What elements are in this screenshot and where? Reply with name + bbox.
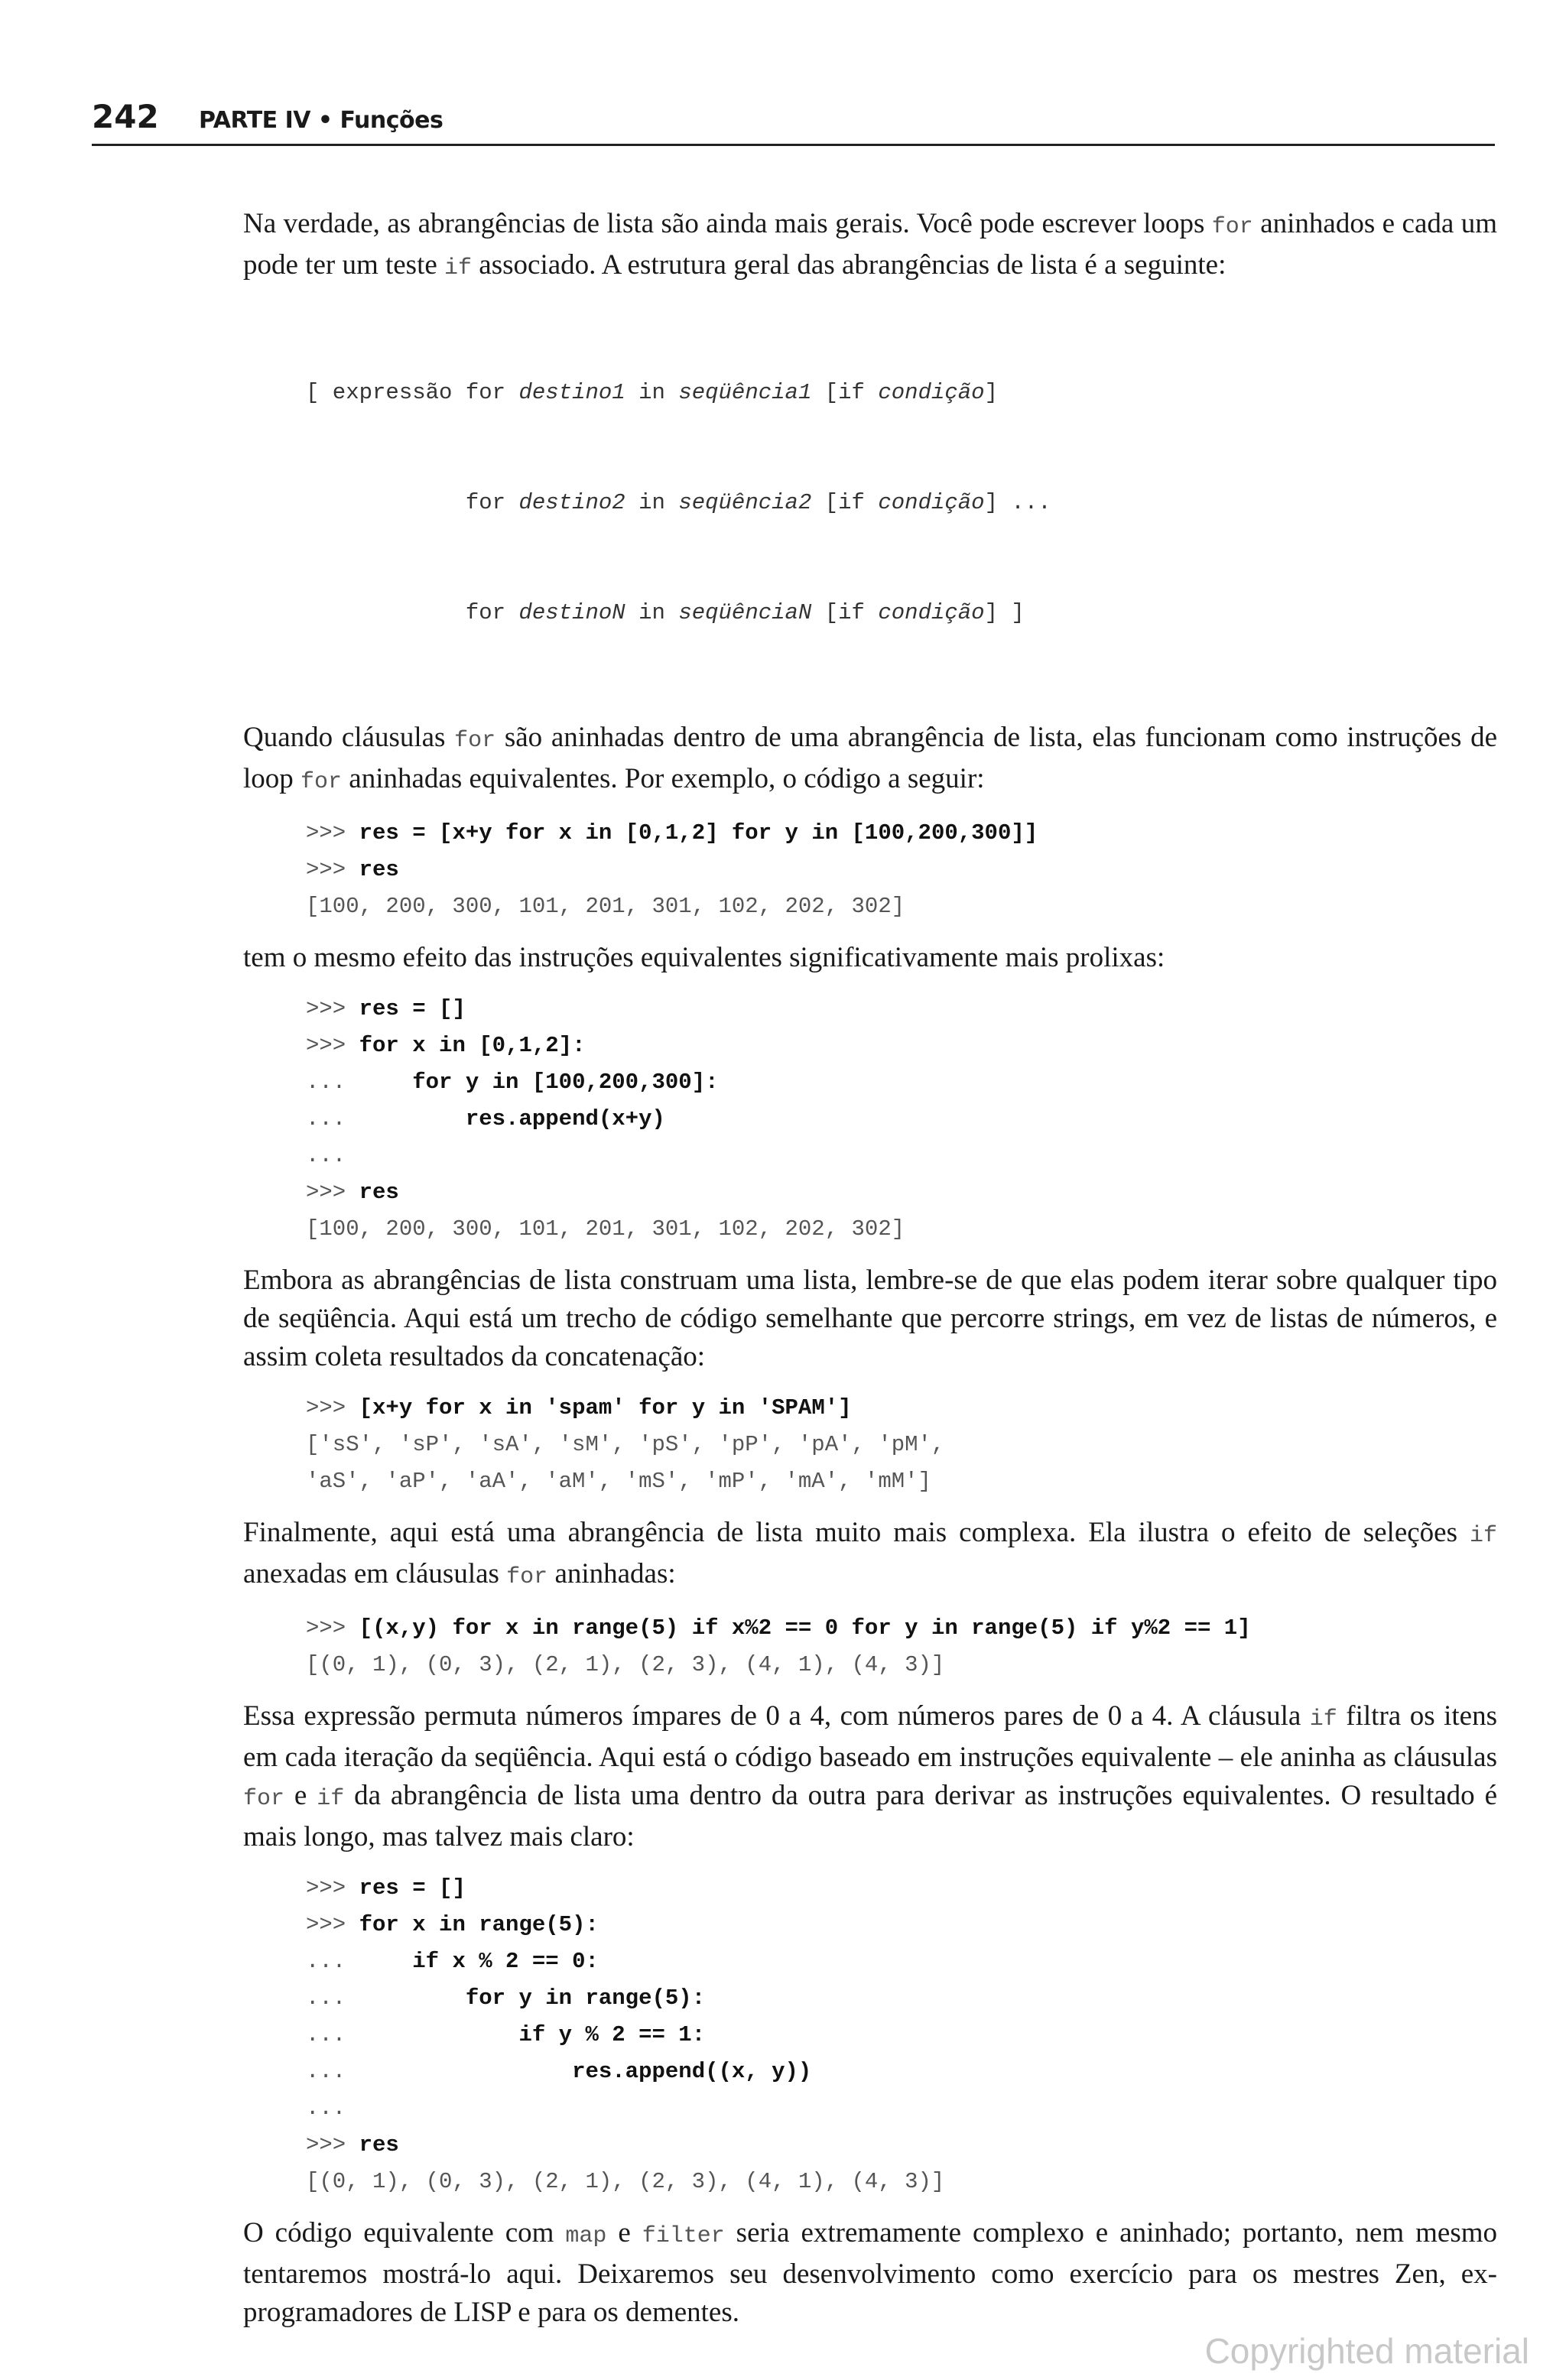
- code-line: [306, 1101, 1497, 1138]
- code-block-loops: [306, 991, 1497, 1248]
- code-block-comprehension: [306, 815, 1497, 925]
- code-line: [306, 1980, 1497, 2017]
- code-line: [306, 1390, 1497, 1427]
- code-line: [306, 852, 1497, 888]
- code-prompt: >>>: [306, 820, 359, 846]
- code-output: [100, 200, 300, 101, 201, 301, 102, 202, 302]: [306, 894, 905, 919]
- code-prompt: >>>: [306, 1615, 359, 1641]
- code-input: for x in [0,1,2]:: [359, 1033, 586, 1058]
- code-line: [306, 888, 1497, 925]
- code-block-range-filter: [306, 1610, 1497, 1684]
- page-body: [243, 205, 1497, 2332]
- code-prompt: ...: [306, 2096, 346, 2121]
- code-prompt: >>>: [306, 2132, 359, 2158]
- part-title: PARTE IV • Funções: [199, 107, 443, 134]
- code-input: for y in [100,200,300]:: [412, 1070, 719, 1095]
- code-input: res = []: [359, 996, 466, 1021]
- code-input: for y in range(5):: [465, 1985, 706, 2011]
- code-prompt: >>>: [306, 857, 359, 882]
- code-line: [306, 2090, 1497, 2127]
- code-prompt: >>>: [306, 1875, 359, 1901]
- code-line: [306, 1610, 1497, 1647]
- code-input: res: [359, 2132, 399, 2158]
- code-line: [306, 1870, 1497, 1907]
- code-prompt: ...: [306, 1106, 466, 1132]
- code-prompt: ...: [306, 1143, 346, 1168]
- code-prompt: ...: [306, 1949, 413, 1974]
- code-input: res: [359, 1180, 399, 1205]
- code-input: if y % 2 == 1:: [518, 2022, 706, 2047]
- code-input: [(x,y) for x in range(5) if x%2 == 0 for y in range(5) if y%2 == 1]: [359, 1615, 1251, 1641]
- code-input: [x+y for x in 'spam' for y in 'SPAM']: [359, 1395, 852, 1421]
- code-line: [306, 1647, 1497, 1684]
- code-prompt: ...: [306, 1985, 466, 2011]
- code-input: res = [x+y for x in [0,1,2] for y in [100,200,300]]: [359, 820, 1038, 846]
- code-block-nested-statements: [306, 1870, 1497, 2200]
- code-block-general-structure: [306, 301, 1497, 705]
- paragraph-2: Quando cláusulas for são aninhadas dentro de uma abrangência de lista, elas funcionam como instruções de loop for aninhadas equivalentes. Por exemplo, o código a seguir:: [243, 722, 1497, 795]
- code-input: res.append((x, y)): [572, 2059, 812, 2084]
- code-prompt: >>>: [306, 1180, 359, 1205]
- code-line: [306, 1028, 1497, 1064]
- code-line: [306, 815, 1497, 852]
- code-line: [306, 2054, 1497, 2090]
- running-header: [92, 98, 1495, 146]
- code-input: for x in range(5):: [359, 1912, 599, 1937]
- paragraph-6: Essa expressão permuta números ímpares de 0 a 4, com números pares de 0 a 4. A cláusula if filtra os itens em cada iteração da seqüência. Aqui está o código baseado em instruções equivalente – ele aninha as cláusulas for e if da abrangência de lista uma dentro da outra para derivar as instruções equivalentes. O resultado é mais longo, mas talvez mais claro:: [243, 1700, 1497, 1852]
- code-line: for destinoN in seqüênciaN [if condição] ]: [306, 600, 1025, 625]
- code-line: [306, 1174, 1497, 1211]
- paragraph-5: Finalmente, aqui está uma abrangência de lista muito mais complexa. Ela ilustra o efeito de seleções if anexadas em cláusulas for aninhadas:: [243, 1517, 1497, 1590]
- code-line: for destino2 in seqüência2 [if condição] ...: [306, 490, 1051, 515]
- copyright-watermark: Copyrighted material: [1204, 2331, 1529, 2371]
- code-input: res: [359, 857, 399, 882]
- code-output: [(0, 1), (0, 3), (2, 1), (2, 3), (4, 1), (4, 3)]: [306, 1652, 945, 1677]
- code-prompt: ...: [306, 2022, 519, 2047]
- code-output: ['sS', 'sP', 'sA', 'sM', 'pS', 'pP', 'pA', 'pM',: [306, 1432, 945, 1457]
- code-prompt: >>>: [306, 1912, 359, 1937]
- code-line: [306, 1427, 1497, 1463]
- code-line: [ expressão for destino1 in seqüência1 [if condição]: [306, 380, 998, 405]
- code-prompt: >>>: [306, 996, 359, 1021]
- code-line: [306, 991, 1497, 1028]
- code-line: [306, 1943, 1497, 1980]
- code-prompt: >>>: [306, 1033, 359, 1058]
- code-input: res = []: [359, 1875, 466, 1901]
- code-line: [306, 2164, 1497, 2200]
- page-number: 242: [92, 98, 159, 135]
- paragraph-4: Embora as abrangências de lista construam uma lista, lembre-se de que elas podem iterar sobre qualquer tipo de seqüência. Aqui está um trecho de código semelhante que percorre strings, em vez de listas de números, e assim coleta resultados da concatenação:: [243, 1265, 1497, 1372]
- code-block-strings: [306, 1390, 1497, 1500]
- code-line: [306, 1138, 1497, 1174]
- code-line: [306, 1064, 1497, 1101]
- code-line: [306, 2127, 1497, 2164]
- code-output: [(0, 1), (0, 3), (2, 1), (2, 3), (4, 1), (4, 3)]: [306, 2169, 945, 2194]
- code-line: [306, 2017, 1497, 2054]
- paragraph-3: tem o mesmo efeito das instruções equivalentes significativamente mais prolixas:: [243, 942, 1165, 973]
- code-line: [306, 1211, 1497, 1248]
- paragraph-7: O código equivalente com map e filter seria extremamente complexo e aninhado; portanto, nem mesmo tentaremos mostrá-lo aqui. Deixaremos seu desenvolvimento como exercício para os mestres Zen, ex-programadores de LISP e para os dementes.: [243, 2217, 1497, 2328]
- code-prompt: >>>: [306, 1395, 359, 1421]
- code-input: res.append(x+y): [465, 1106, 665, 1132]
- code-prompt: ...: [306, 1070, 413, 1095]
- code-line: [306, 1907, 1497, 1943]
- code-input: if x % 2 == 0:: [412, 1949, 599, 1974]
- code-prompt: ...: [306, 2059, 573, 2084]
- code-output: [100, 200, 300, 101, 201, 301, 102, 202, 302]: [306, 1216, 905, 1242]
- code-line: [306, 1463, 1497, 1500]
- paragraph-1: Na verdade, as abrangências de lista são ainda mais gerais. Você pode escrever loops for aninhados e cada um pode ter um teste if associado. A estrutura geral das abrangências de lista é a seguinte:: [243, 208, 1497, 281]
- code-output: 'aS', 'aP', 'aA', 'aM', 'mS', 'mP', 'mA', 'mM']: [306, 1469, 931, 1494]
